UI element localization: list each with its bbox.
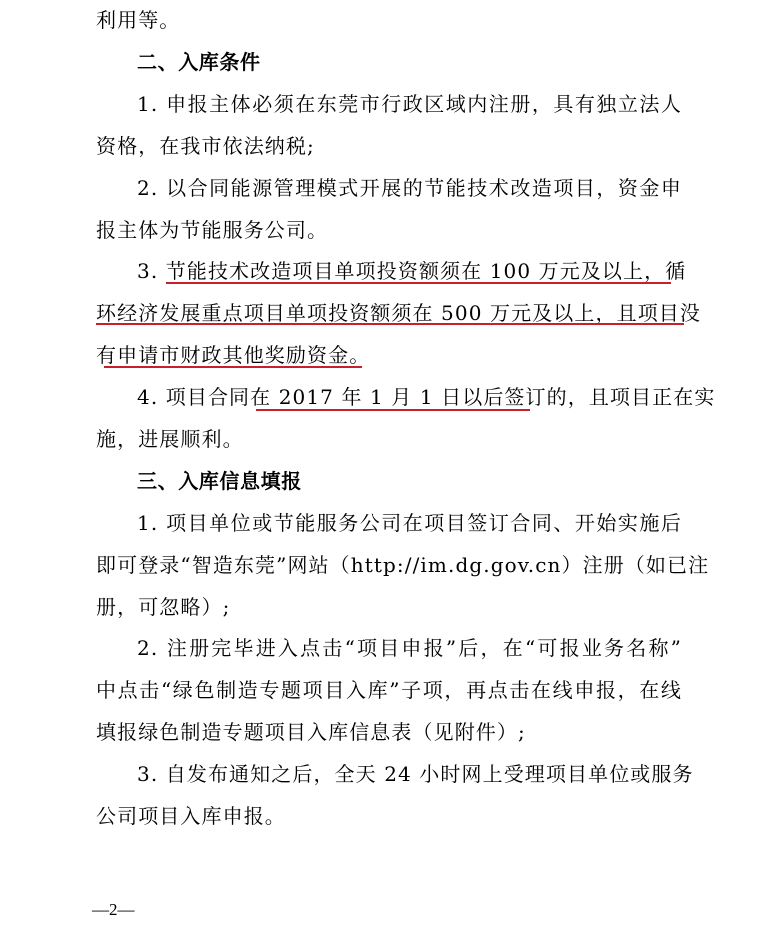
text-line: 1. 项目单位或节能服务公司在项目签订合同、开始实施后: [137, 511, 682, 535]
red-underline: [104, 366, 362, 368]
red-underline: [166, 282, 671, 284]
text-line: 3. 节能技术改造项目单项投资额须在 100 万元及以上，循: [137, 259, 687, 283]
text-line: 施，进展顺利。: [96, 427, 244, 451]
text-line: 利用等。: [96, 8, 181, 32]
red-underline: [256, 409, 530, 411]
text-line: 资格，在我市依法纳税;: [96, 134, 315, 158]
text-line: 即可登录“智造东莞”网站（http://im.dg.gov.cn）注册（如已注: [96, 553, 710, 577]
text-line: 3. 自发布通知之后，全天 24 小时网上受理项目单位或服务: [137, 762, 694, 786]
text-line: 中点击“绿色制造专题项目入库”子项，再点击在线申报，在线: [96, 678, 682, 702]
text-line: 1. 申报主体必须在东莞市行政区域内注册，具有独立法人: [137, 92, 682, 116]
text-line: 有申请市财政其他奖励资金。: [96, 343, 371, 367]
text-line: 报主体为节能服务公司。: [96, 218, 329, 242]
text-line: 册，可忽略）;: [96, 595, 231, 619]
red-underline: [96, 323, 684, 325]
section-heading-conditions: 二、入库条件: [137, 50, 261, 74]
text-line: 公司项目入库申报。: [96, 804, 286, 828]
section-heading-filing: 三、入库信息填报: [137, 469, 302, 493]
text-line: 4. 项目合同在 2017 年 1 月 1 日以后签订的，且项目正在实: [137, 385, 716, 409]
text-line: 填报绿色制造专题项目入库信息表（见附件）;: [96, 720, 526, 744]
text-line: 2. 注册完毕进入点击“项目申报”后，在“可报业务名称”: [137, 636, 682, 660]
text-line: 2. 以合同能源管理模式开展的节能技术改造项目，资金申: [137, 176, 682, 200]
text-line: 环经济发展重点项目单项投资额须在 500 万元及以上，且项目没: [96, 301, 701, 325]
page-number: —2—: [92, 900, 135, 919]
